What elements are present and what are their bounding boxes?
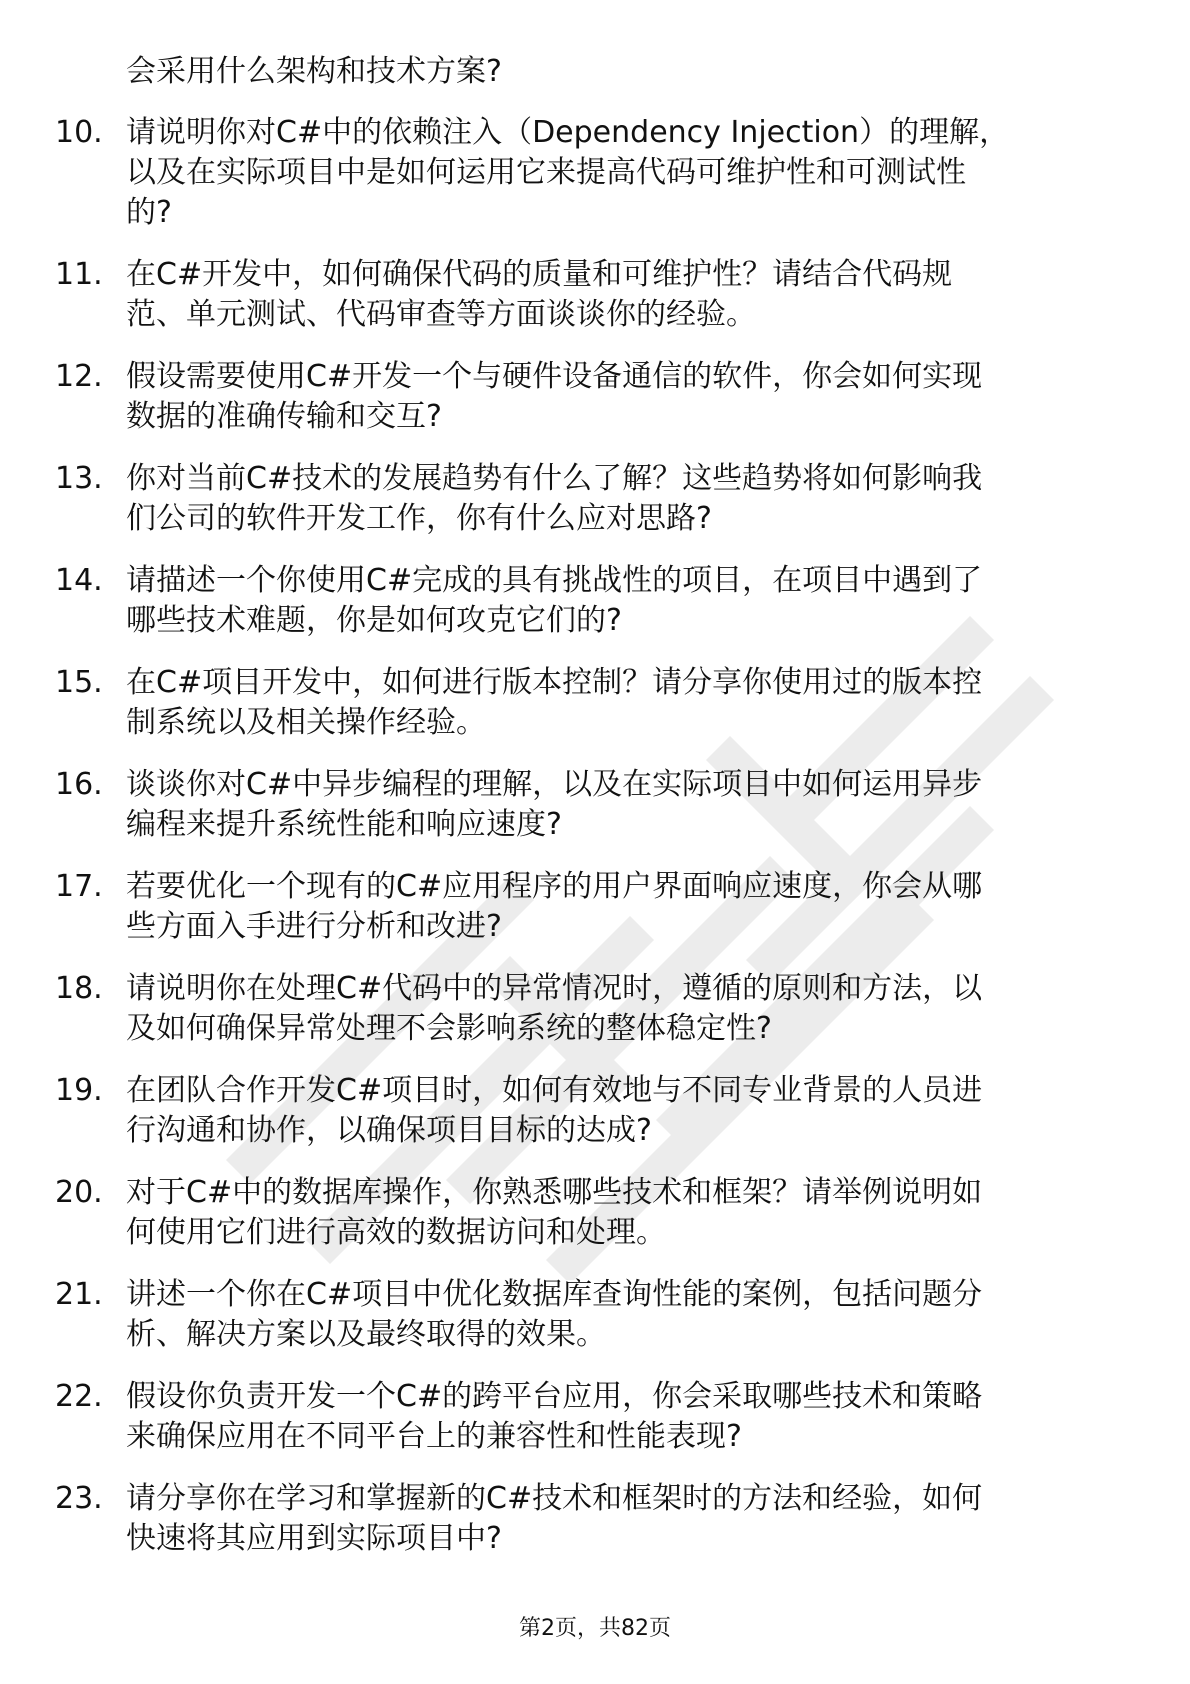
question-number: 15. (55, 665, 103, 700)
question-item (0, 561, 1190, 641)
question-text-line: 对于C#中的数据库操作，你熟悉哪些技术和框架？请举例说明如 (126, 1175, 983, 1210)
question-text-line: 请描述一个你使用C#完成的具有挑战性的项目，在项目中遇到了 (126, 563, 983, 598)
question-text-line: 的? (126, 195, 172, 230)
question-text (126, 663, 1126, 743)
question-item (0, 357, 1190, 437)
question-number: 14. (55, 563, 103, 598)
question-text (126, 765, 1126, 845)
question-item (0, 1479, 1190, 1559)
question-text-line: 们公司的软件开发工作，你有什么应对思路? (126, 501, 712, 536)
question-text-line: 在团队合作开发C#项目时，如何有效地与不同专业背景的人员进 (126, 1073, 983, 1108)
question-number: 21. (55, 1277, 103, 1312)
question-number: 23. (55, 1481, 103, 1516)
question-item (0, 1275, 1190, 1355)
question-text-line: 假设需要使用C#开发一个与硬件设备通信的软件，你会如何实现 (126, 359, 983, 394)
question-text (126, 357, 1126, 437)
question-text (126, 1071, 1126, 1151)
question-item (0, 459, 1190, 539)
question-text (126, 1377, 1126, 1457)
question-text-line: 若要优化一个现有的C#应用程序的用户界面响应速度，你会从哪 (126, 869, 983, 904)
question-item (0, 1071, 1190, 1151)
question-text (126, 459, 1126, 539)
question-number: 11. (55, 257, 103, 292)
question-text-line: 你对当前C#技术的发展趋势有什么了解？这些趋势将如何影响我 (126, 461, 983, 496)
question-list (0, 113, 1190, 1581)
question-item (0, 255, 1190, 335)
question-text (126, 867, 1126, 947)
question-number: 12. (55, 359, 103, 394)
question-text-line: 制系统以及相关操作经验。 (126, 705, 486, 740)
question-text-line: 请分享你在学习和掌握新的C#技术和框架时的方法和经验，如何 (126, 1481, 983, 1516)
question-text (126, 1275, 1126, 1355)
question-item (0, 1173, 1190, 1253)
question-item (0, 867, 1190, 947)
question-item (0, 1377, 1190, 1457)
question-text (126, 1479, 1126, 1559)
question-item (0, 969, 1190, 1049)
question-text-line: 及如何确保异常处理不会影响系统的整体稳定性? (126, 1011, 772, 1046)
question-number: 20. (55, 1175, 103, 1210)
question-text-line: 谈谈你对C#中异步编程的理解，以及在实际项目中如何运用异步 (126, 767, 983, 802)
question-number: 16. (55, 767, 103, 802)
question-number: 22. (55, 1379, 103, 1414)
question-text (126, 561, 1126, 641)
question-item (0, 113, 1190, 233)
question-number: 10. (55, 115, 103, 150)
question-text (126, 113, 1126, 233)
question-text-line: 在C#项目开发中，如何进行版本控制？请分享你使用过的版本控 (126, 665, 983, 700)
question-text-line: 讲述一个你在C#项目中优化数据库查询性能的案例，包括问题分 (126, 1277, 983, 1312)
question-text-line: 范、单元测试、代码审查等方面谈谈你的经验。 (126, 297, 756, 332)
question-text (126, 969, 1126, 1049)
question-text-line: 以及在实际项目中是如何运用它来提高代码可维护性和可测试性 (126, 155, 966, 190)
question-text-line: 何使用它们进行高效的数据访问和处理。 (126, 1215, 666, 1250)
question-item (0, 765, 1190, 845)
question-text-line: 在C#开发中，如何确保代码的质量和可维护性？请结合代码规 (126, 257, 953, 292)
question-number: 17. (55, 869, 103, 904)
question-item (0, 663, 1190, 743)
question-text-line: 行沟通和协作，以确保项目目标的达成? (126, 1113, 652, 1148)
question-text-line: 数据的准确传输和交互? (126, 399, 442, 434)
page-footer: 第2页，共82页 (519, 1616, 671, 1641)
question-text-line: 假设你负责开发一个C#的跨平台应用，你会采取哪些技术和策略 (126, 1379, 983, 1414)
question-text-line: 请说明你对C#中的依赖注入（Dependency Injection）的理解， (126, 115, 1010, 150)
question-text-line: 析、解决方案以及最终取得的效果。 (126, 1317, 606, 1352)
carryover-question-text: 会采用什么架构和技术方案? (126, 54, 502, 89)
question-number: 19. (55, 1073, 103, 1108)
question-text-line: 哪些技术难题，你是如何攻克它们的? (126, 603, 622, 638)
question-text-line: 请说明你在处理C#代码中的异常情况时，遵循的原则和方法，以 (126, 971, 983, 1006)
question-text (126, 1173, 1126, 1253)
question-text-line: 快速将其应用到实际项目中? (126, 1521, 502, 1556)
question-text (126, 255, 1126, 335)
question-number: 18. (55, 971, 103, 1006)
question-text-line: 来确保应用在不同平台上的兼容性和性能表现? (126, 1419, 742, 1454)
question-text-line: 编程来提升系统性能和响应速度? (126, 807, 562, 842)
question-text-line: 些方面入手进行分析和改进? (126, 909, 502, 944)
question-number: 13. (55, 461, 103, 496)
